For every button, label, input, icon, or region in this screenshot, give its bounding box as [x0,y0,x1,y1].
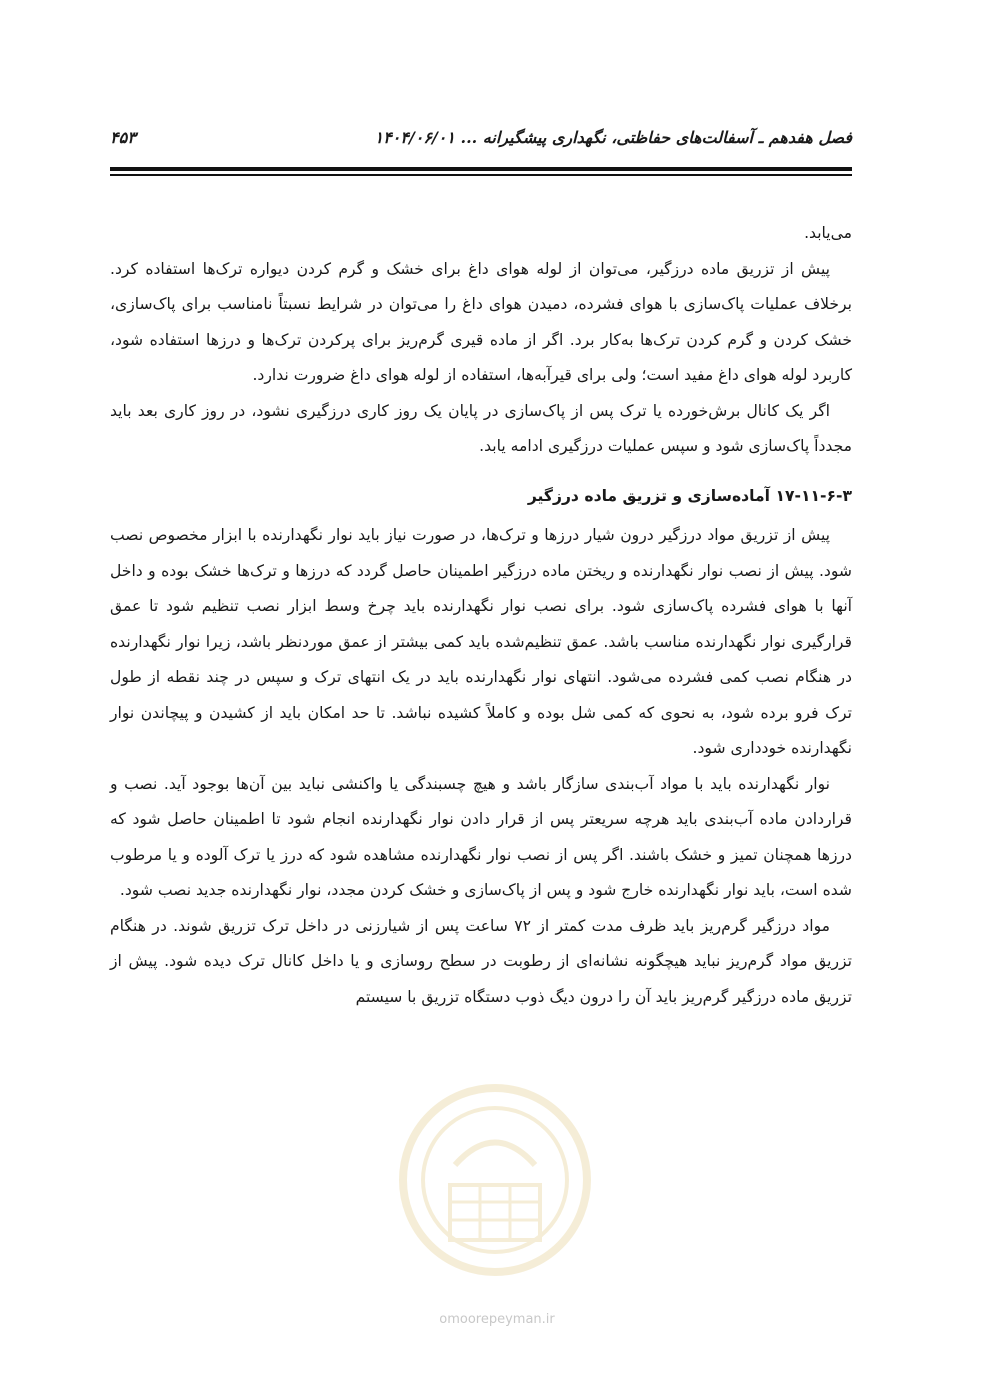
page-header [110,128,852,158]
page-body [110,216,852,1015]
paragraph-next-day-cleaning: اگر یک کانال برش‌خورده یا ترک پس از پاک‌سازی در پایان یک روز کاری درزگیری نشود، در روز کاری بعد باید مجدداً پاک‌سازی شود و سپس عملیات درزگیری ادامه یابد. [110,401,852,455]
paragraph-hot-pour-timing: مواد درزگیر گرم‌ریز باید ظرف مدت کمتر از ۷۲ ساعت پس از شیارزنی در داخل ترک تزریق شوند. در هنگام تزریق مواد گرم‌ریز نباید هیچگونه نشانه‌ای از رطوبت در سطح روسازی و یا داخل کانال ترک دیده شود. پیش از تزریق ماده درزگیر گرم‌ریز باید آن را درون دیگ ذوب دستگاه تزریق با سیستم [110,916,852,1006]
paragraph-continuation: می‌یابد. [804,224,852,242]
running-header-title: فصل هفدهم ـ آسفالت‌های حفاظتی، نگهداری پیشگیرانه ... ۱۴۰۴/۰۶/۰۱ [374,128,852,147]
section-heading: ۱۷-۱۱-۶-۳ آماده‌سازی و تزریق ماده درزگیر [527,486,852,505]
header-rule-thin [110,174,852,176]
header-rule-thick [110,167,852,171]
watermark-site-name: omoorepeyman.ir [439,1312,555,1327]
paragraph-backer-compatibility: نوار نگهدارنده باید با مواد آب‌بندی سازگار باشد و هیچ چسبندگی یا واکنشی نباید بین آن‌ها بوجود آید. نصب و قراردادن ماده آب‌بندی باید هرچه سریعتر پس از قرار دادن نوار نگهدارنده انجام شود تا اطمینان حاصل شود که درزها همچنان تمیز و خشک باشند. اگر پس از نصب نوار نگهدارنده مشاهده شود که درز یا ترک آلوده و یا مرطوب شده است، باید نوار نگهدارنده خارج شود و پس از پاک‌سازی و خشک کردن مجدد، نوار نگهدارنده جدید نصب شود. [110,774,852,899]
publisher-seal-watermark [395,1080,595,1280]
paragraph-backer-rod: پیش از تزریق مواد درزگیر درون شیار درزها و ترک‌ها، در صورت نیاز باید نوار نگهدارنده با ابزار مخصوص نصب شود. پیش از نصب نوار نگهدارنده و ریختن ماده درزگیر اطمینان حاصل گردد که درزها و ترک‌ها خشک بوده و داخل آنها با هوای فشرده پاک‌سازی شود. برای نصب نوار نگهدارنده باید چرخ وسط ابزار نصب تنظیم شود تا عمق قرارگیری نوار نگهدارنده مناسب باشد. عمق تنظیم‌شده باید کمی بیشتر از عمق موردنظر باشد، زیرا نوار نگهدارنده در هنگام نصب کمی فشرده می‌شود. انتهای نوار نگهدارنده باید در یک انتهای ترک و سپس در چند نقطه از طول ترک فرو برده شود، به نحوی که کمی شل بوده و کاملاً کشیده نباشد. تا حد امکان باید از کشیدن و پیچاندن نوار نگهدارنده خودداری شود. [110,526,852,757]
page-number: ۴۵۳ [110,128,136,147]
paragraph-hot-air-lance: پیش از تزریق ماده درزگیر، می‌توان از لوله هوای داغ برای خشک و گرم کردن دیواره ترک‌ها استفاده کرد. برخلاف عملیات پاک‌سازی با هوای فشرده، دمیدن هوای داغ را می‌توان در شرایط نسبتاً نامناسب برای پاک‌سازی، خشک کردن و گرم کردن ترک‌ها به‌کار برد. اگر از ماده قیری گرم‌ریز برای پرکردن ترک‌ها و درزها استفاده شود، کاربرد لوله هوای داغ مفید است؛ ولی برای قیرآبه‌ها، استفاده از لوله هوای داغ ضرورت ندارد. [110,259,852,384]
